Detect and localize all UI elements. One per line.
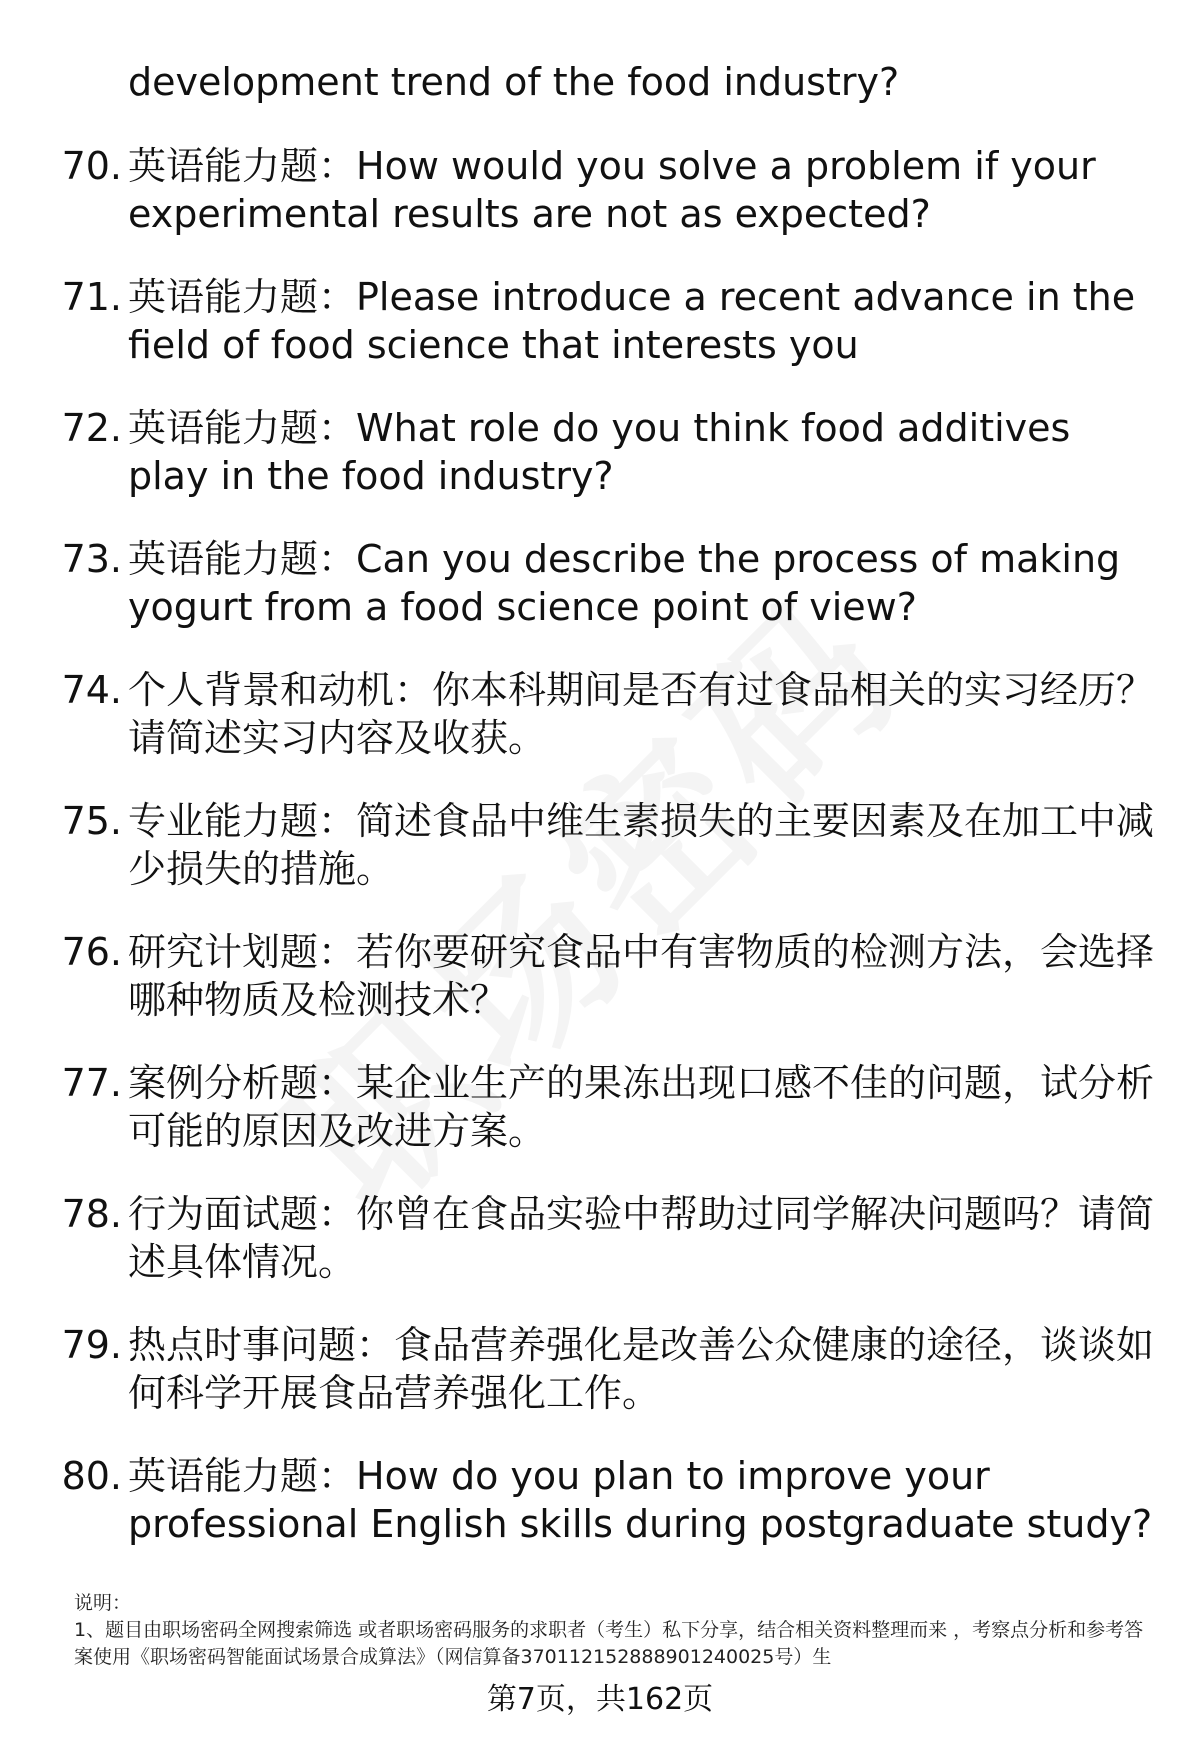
question-text: 英语能力题：What role do you think food additives play in the food industry?: [128, 406, 1071, 498]
question-text: 行为面试题：你曾在食品实验中帮助过同学解决问题吗？请简述具体情况。: [128, 1192, 1155, 1284]
question-number: 72.: [61, 406, 122, 450]
question-item: [52, 535, 1162, 631]
question-item: [52, 142, 1162, 238]
page-number: 第7页，共162页: [486, 1682, 714, 1717]
question-item: [52, 1059, 1162, 1155]
question-text: 个人背景和动机：你本科期间是否有过食品相关的实习经历？请简述实习内容及收获。: [128, 668, 1155, 760]
question-item: [52, 1190, 1162, 1286]
question-number: 70.: [61, 144, 122, 188]
notes-heading: 说明：: [74, 1592, 132, 1614]
question-number: 77.: [61, 1061, 122, 1105]
question-text: 英语能力题：Please introduce a recent advance in the field of food science that interests you: [128, 275, 1136, 367]
question-text: 英语能力题：How would you solve a problem if your experimental results are not as expected?: [128, 144, 1096, 236]
question-number: 80.: [61, 1454, 122, 1498]
question-number: 75.: [61, 799, 122, 843]
question-item: [52, 404, 1162, 500]
question-number: 74.: [61, 668, 122, 712]
question-item: [52, 1452, 1162, 1548]
question-item: [52, 273, 1162, 369]
question-number: 79.: [61, 1323, 122, 1367]
question-text: 英语能力题：Can you describe the process of making yogurt from a food science point of view?: [128, 537, 1121, 629]
question-number: 78.: [61, 1192, 122, 1236]
question-number: 76.: [61, 930, 122, 974]
continued-question-text: development trend of the food industry?: [128, 60, 900, 104]
question-list: [52, 142, 1162, 1583]
question-text: 英语能力题：How do you plan to improve your professional English skills during postgraduate study?: [128, 1454, 1153, 1546]
question-item: [52, 1321, 1162, 1417]
question-item: [52, 666, 1162, 762]
question-number: 73.: [61, 537, 122, 581]
question-text: 热点时事问题：食品营养强化是改善公众健康的途径，谈谈如何科学开展食品营养强化工作。: [128, 1323, 1155, 1415]
notes-section: [74, 1590, 1154, 1671]
question-number: 71.: [61, 275, 122, 319]
question-item: [52, 797, 1162, 893]
question-text: 研究计划题：若你要研究食品中有害物质的检测方法，会选择哪种物质及检测技术？: [128, 930, 1155, 1022]
notes-line: 1、题目由职场密码全网搜索筛选 或者职场密码服务的求职者（考生）私下分享，结合相关资料整理而来 ，考察点分析和参考答案使用《职场密码智能面试场景合成算法》（网信算备370112152888901240025号）生: [74, 1619, 1144, 1668]
question-text: 案例分析题：某企业生产的果冻出现口感不佳的问题，试分析可能的原因及改进方案。: [128, 1061, 1155, 1153]
question-text: 专业能力题：简述食品中维生素损失的主要因素及在加工中减少损失的措施。: [128, 799, 1155, 891]
question-item: [52, 928, 1162, 1024]
